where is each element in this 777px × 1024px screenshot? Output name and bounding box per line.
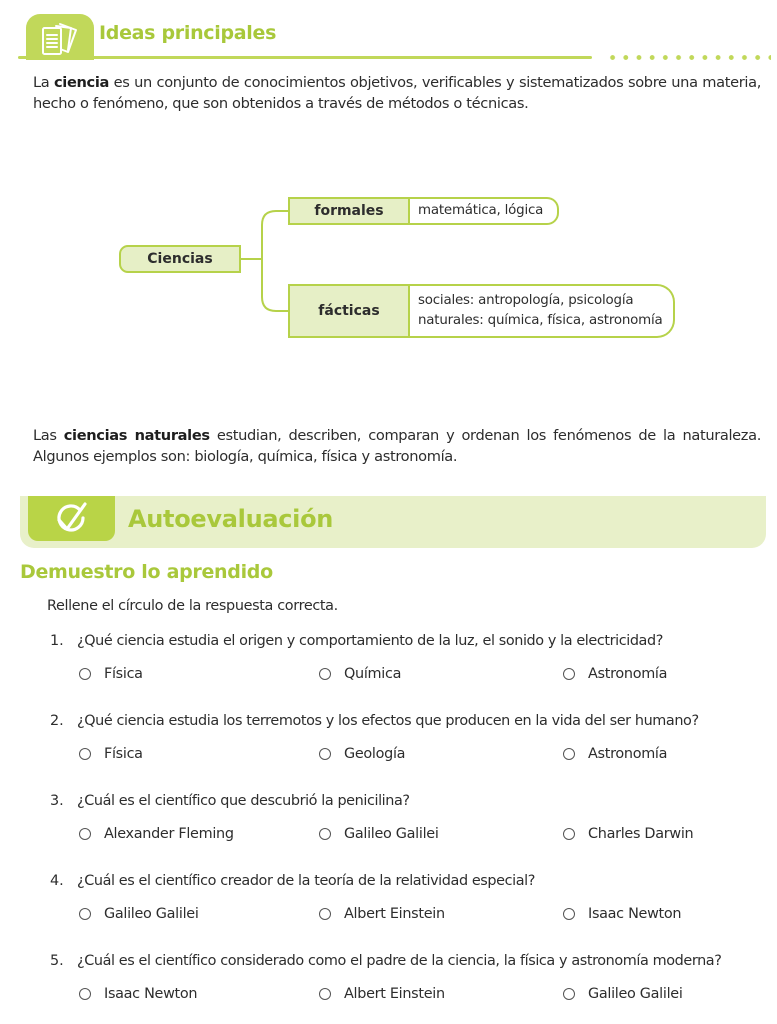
question-3 bbox=[50, 793, 770, 853]
option-label: Alexander Fleming bbox=[104, 826, 234, 842]
section-title: Demuestro lo aprendido bbox=[20, 561, 273, 583]
option-label: Albert Einstein bbox=[344, 986, 445, 1002]
radio-circle-icon[interactable] bbox=[79, 828, 91, 840]
option-label: Galileo Galilei bbox=[344, 826, 439, 842]
leaf-line: sociales: antropología, psicología bbox=[418, 293, 634, 308]
option-label: Galileo Galilei bbox=[588, 986, 683, 1002]
radio-circle-icon[interactable] bbox=[319, 988, 331, 1000]
option-label: Isaac Newton bbox=[104, 986, 198, 1002]
option-label: Galileo Galilei bbox=[104, 906, 199, 922]
answer-option[interactable] bbox=[79, 746, 143, 762]
radio-circle-icon[interactable] bbox=[563, 908, 575, 920]
answer-option[interactable] bbox=[79, 826, 234, 842]
answer-option[interactable] bbox=[563, 826, 693, 842]
leaf-line: matemática, lógica bbox=[418, 203, 544, 218]
question-1 bbox=[50, 633, 770, 693]
para1-text-start: La bbox=[33, 74, 54, 91]
para1-text-end: es un conjunto de conocimientos objetivos, verificables y sistematizados sobre una materia, hecho o fenómeno, que son obtenidos a través de métodos o técnicas. bbox=[33, 74, 761, 112]
question-text: ¿Qué ciencia estudia los terremotos y los efectos que producen en la vida del ser humano? bbox=[77, 713, 699, 729]
radio-circle-icon[interactable] bbox=[563, 988, 575, 1000]
para2-text-end: estudian, describen, comparan y ordenan los fenómenos de la naturaleza. Algunos ejemplos son: biología, química, física y astronomía. bbox=[33, 427, 761, 465]
radio-circle-icon[interactable] bbox=[79, 668, 91, 680]
answer-option[interactable] bbox=[563, 746, 667, 762]
option-label: Física bbox=[104, 746, 143, 762]
header-divider bbox=[18, 56, 592, 59]
answer-option[interactable] bbox=[563, 906, 681, 922]
leaf-line: naturales: química, física, astronomía bbox=[418, 313, 663, 328]
answer-option[interactable] bbox=[319, 746, 405, 762]
science-definition bbox=[33, 72, 761, 114]
para1-bold-term: ciencia bbox=[54, 74, 109, 91]
radio-circle-icon[interactable] bbox=[563, 748, 575, 760]
science-diagram bbox=[0, 190, 777, 350]
option-label: Isaac Newton bbox=[588, 906, 682, 922]
radio-circle-icon[interactable] bbox=[563, 668, 575, 680]
question-number: 3. bbox=[50, 793, 64, 809]
answer-option[interactable] bbox=[79, 906, 199, 922]
question-2 bbox=[50, 713, 770, 773]
question-4 bbox=[50, 873, 770, 933]
option-label: Astronomía bbox=[588, 746, 668, 762]
question-number: 1. bbox=[50, 633, 64, 649]
option-label: Química bbox=[344, 666, 402, 682]
ideas-title: Ideas principales bbox=[99, 22, 277, 44]
radio-circle-icon[interactable] bbox=[319, 908, 331, 920]
answer-option[interactable] bbox=[319, 986, 445, 1002]
question-text: ¿Cuál es el científico considerado como el padre de la ciencia, la física y astronomía moderna? bbox=[77, 953, 722, 969]
diagram-root-node: Ciencias bbox=[119, 245, 241, 273]
ideas-tab bbox=[26, 14, 94, 60]
diagram-leaf-facticas bbox=[410, 284, 675, 338]
question-text: ¿Qué ciencia estudia el origen y comportamiento de la luz, el sonido y la electricidad? bbox=[77, 633, 663, 649]
answer-option[interactable] bbox=[319, 666, 401, 682]
instructions: Rellene el círculo de la respuesta correcta. bbox=[47, 598, 338, 614]
option-label: Geología bbox=[344, 746, 406, 762]
question-number: 4. bbox=[50, 873, 64, 889]
question-text: ¿Cuál es el científico que descubrió la penicilina? bbox=[77, 793, 410, 809]
ideas-header bbox=[0, 0, 777, 64]
radio-circle-icon[interactable] bbox=[319, 668, 331, 680]
answer-option[interactable] bbox=[563, 666, 667, 682]
answer-option[interactable] bbox=[563, 986, 683, 1002]
autoevaluacion-tab bbox=[28, 496, 115, 541]
para2-text-start: Las bbox=[33, 427, 64, 444]
diagram-node-facticas: fácticas bbox=[288, 284, 410, 338]
dotted-divider bbox=[606, 55, 771, 60]
radio-circle-icon[interactable] bbox=[79, 748, 91, 760]
question-5 bbox=[50, 953, 770, 1013]
option-label: Charles Darwin bbox=[588, 826, 694, 842]
question-text: ¿Cuál es el científico creador de la teoría de la relatividad especial? bbox=[77, 873, 535, 889]
radio-circle-icon[interactable] bbox=[79, 908, 91, 920]
radio-circle-icon[interactable] bbox=[79, 988, 91, 1000]
option-label: Astronomía bbox=[588, 666, 668, 682]
radio-circle-icon[interactable] bbox=[319, 748, 331, 760]
documents-icon bbox=[38, 20, 84, 58]
diagram-node-formales: formales bbox=[288, 197, 410, 225]
option-label: Albert Einstein bbox=[344, 906, 445, 922]
question-number: 2. bbox=[50, 713, 64, 729]
answer-option[interactable] bbox=[79, 666, 143, 682]
natural-sciences-text bbox=[33, 425, 761, 467]
para2-bold-term: ciencias naturales bbox=[63, 427, 210, 444]
question-number: 5. bbox=[50, 953, 64, 969]
answer-option[interactable] bbox=[319, 826, 439, 842]
checkmark-icon bbox=[54, 501, 90, 535]
answer-option[interactable] bbox=[319, 906, 445, 922]
option-label: Física bbox=[104, 666, 143, 682]
diagram-leaf-formales bbox=[410, 197, 559, 225]
answer-option[interactable] bbox=[79, 986, 197, 1002]
radio-circle-icon[interactable] bbox=[563, 828, 575, 840]
autoevaluacion-title: Autoevaluación bbox=[128, 505, 334, 533]
radio-circle-icon[interactable] bbox=[319, 828, 331, 840]
